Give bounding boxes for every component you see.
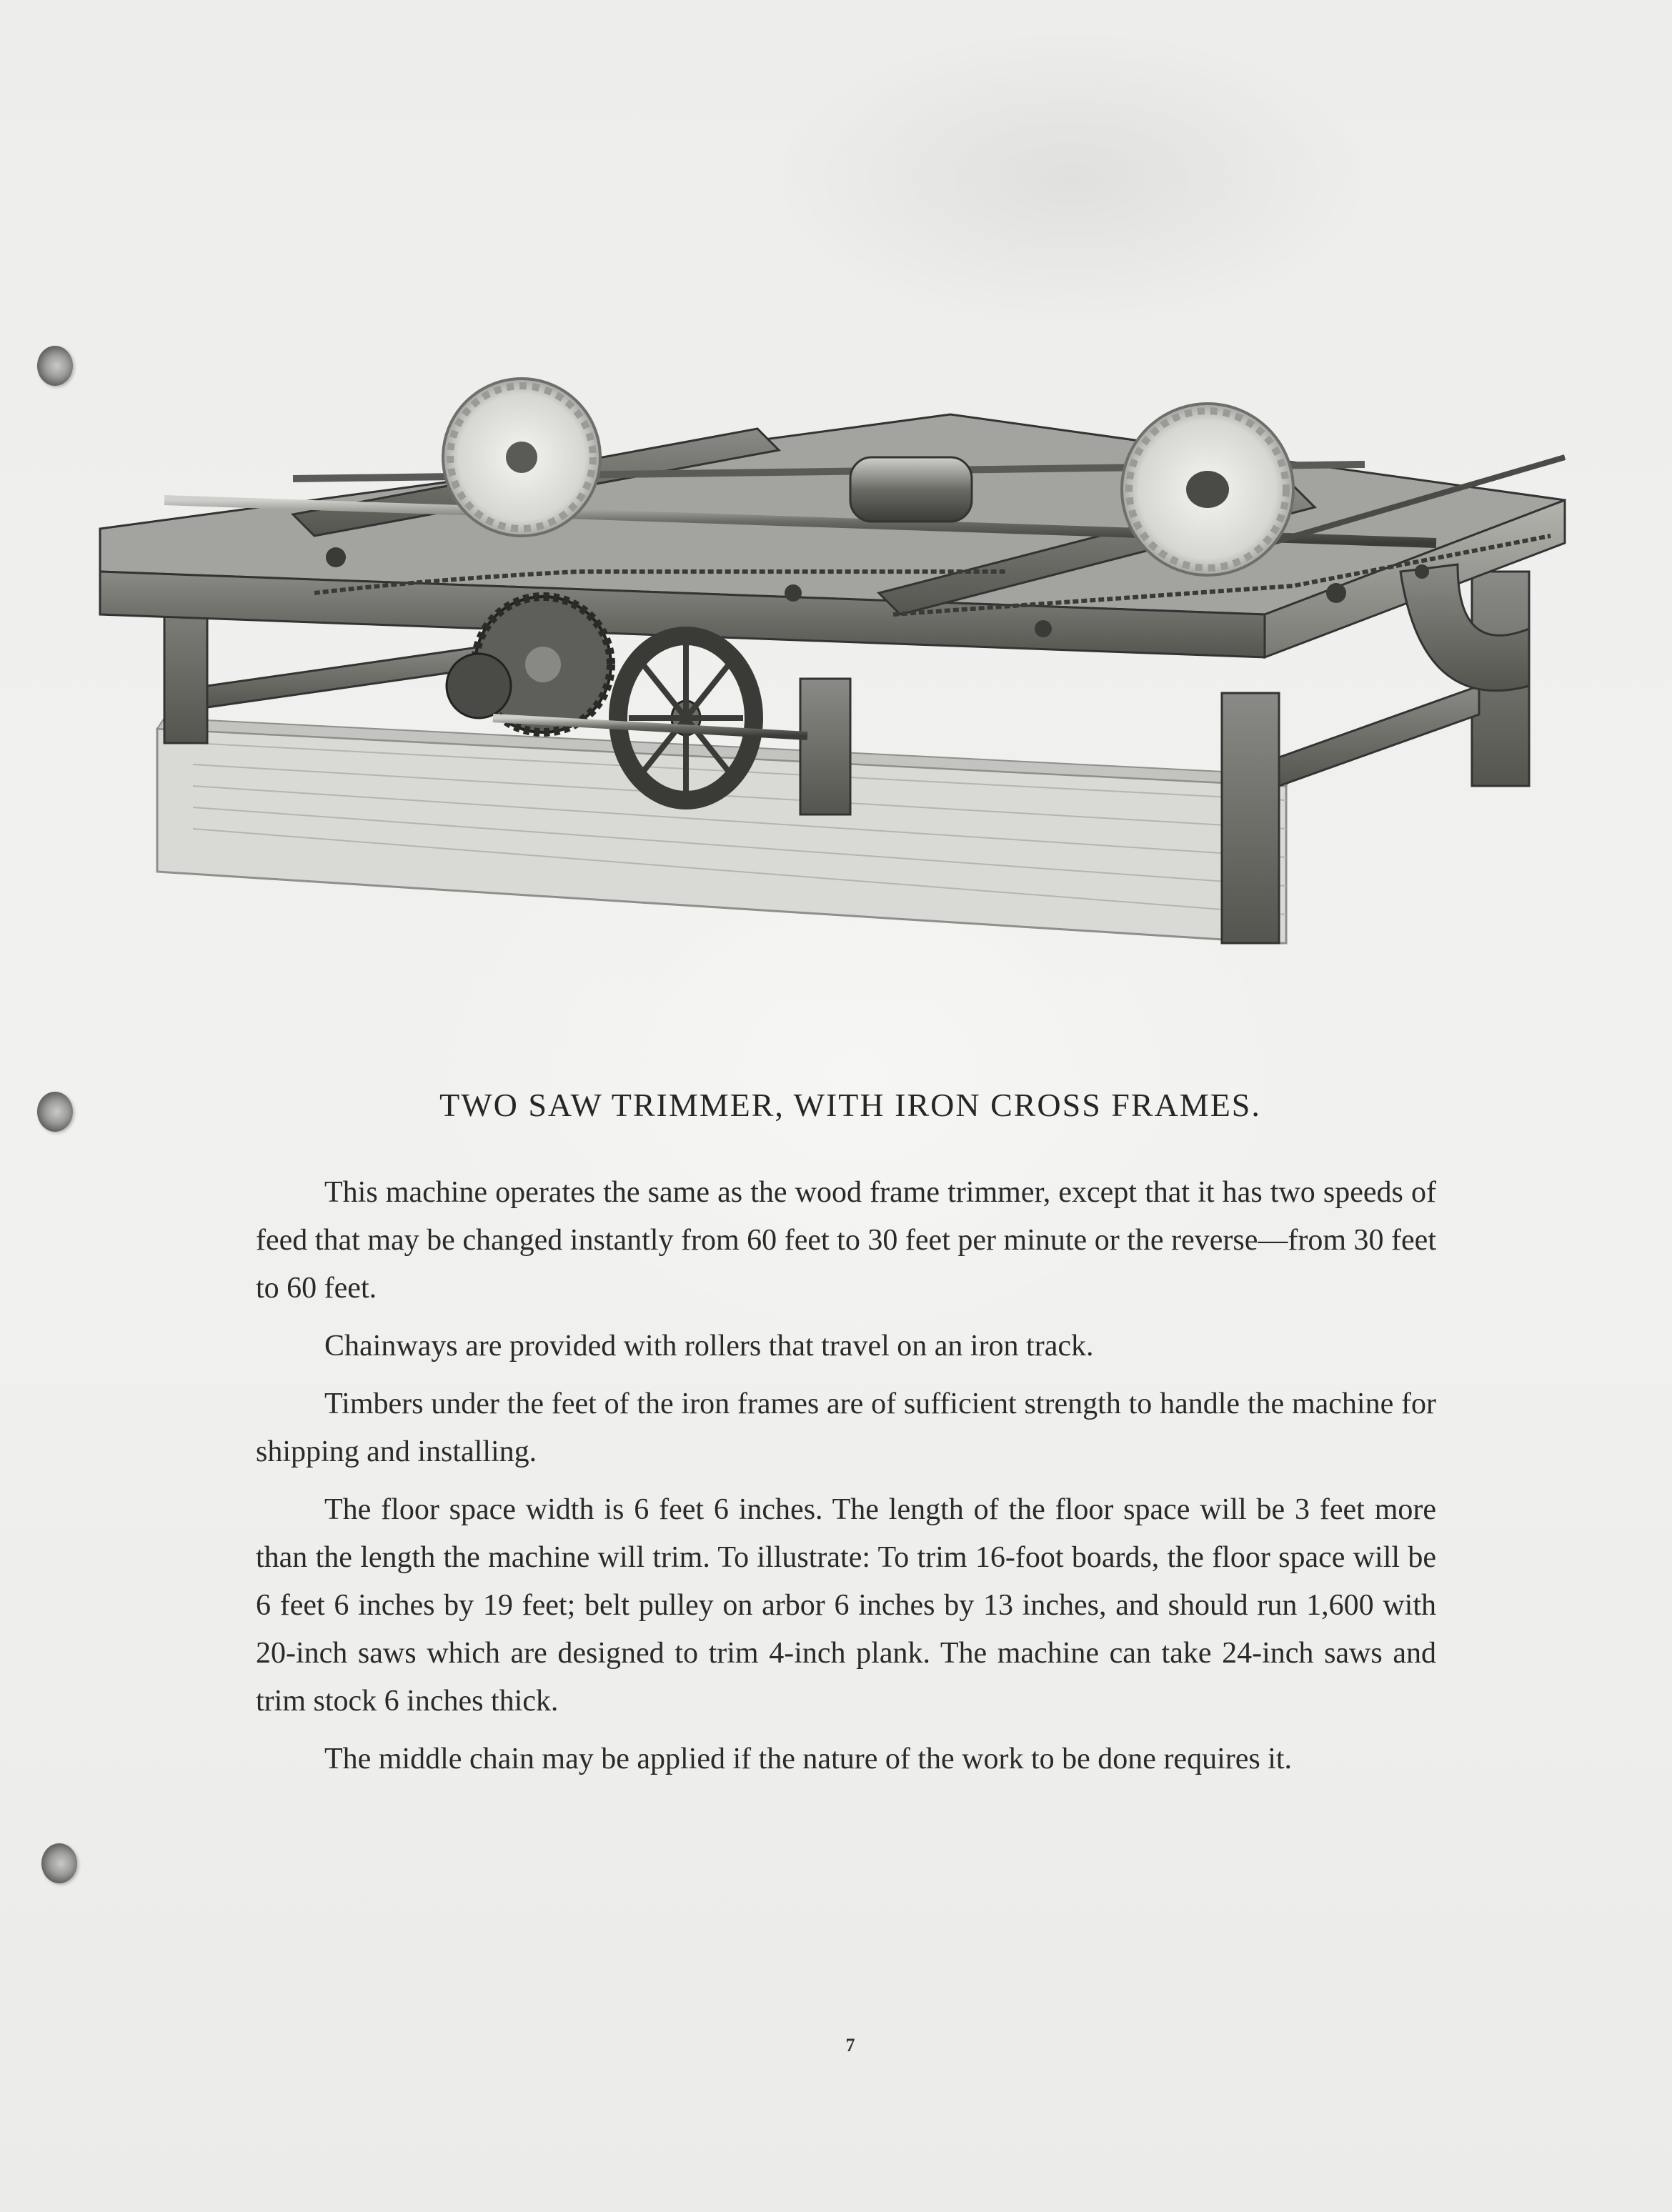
body-text	[256, 1169, 1436, 1793]
paragraph: This machine operates the same as the wood frame trimmer, except that it has two speeds of feed that may be changed instantly from 60 feet to 30 feet per minute or the reverse—from 30 feet to 60 feet.	[256, 1176, 1436, 1305]
drive-pulley	[618, 636, 754, 800]
saw-blade-left	[443, 379, 600, 536]
trimmer-machine-illustration	[79, 357, 1622, 957]
punch-hole-bottom	[41, 1843, 77, 1883]
paragraph: Timbers under the feet of the iron frames are of sufficient strength to handle the machine for shipping and installing.	[256, 1388, 1436, 1468]
paragraph: The floor space width is 6 feet 6 inches. The length of the floor space will be 3 feet more than the length the machine will trim. To illustrate: To trim 16-foot boards, the floor space will be 6 feet 6 inches by 19 feet; belt pulley on arbor 6 inches by 13 inches, and should run 1,600 with 20-inch saws which are designed to trim 4-inch plank. The machine can take 24-inch saws and trim stock 6 inches thick.	[256, 1493, 1436, 1718]
leg-front-mid	[800, 679, 850, 814]
punch-hole-middle	[37, 1092, 73, 1132]
saw-blade-right	[1122, 404, 1293, 575]
page-number: 7	[845, 2035, 855, 2056]
leg-front-right	[1222, 693, 1279, 943]
page-caption: TWO SAW TRIMMER, WITH IRON CROSS FRAMES.	[439, 1087, 1261, 1123]
punch-hole-top	[37, 346, 73, 386]
paragraph: The middle chain may be applied if the nature of the work to be done requires it.	[324, 1743, 1293, 1775]
paragraph: Chainways are provided with rollers that travel on an iron track.	[324, 1330, 1094, 1362]
